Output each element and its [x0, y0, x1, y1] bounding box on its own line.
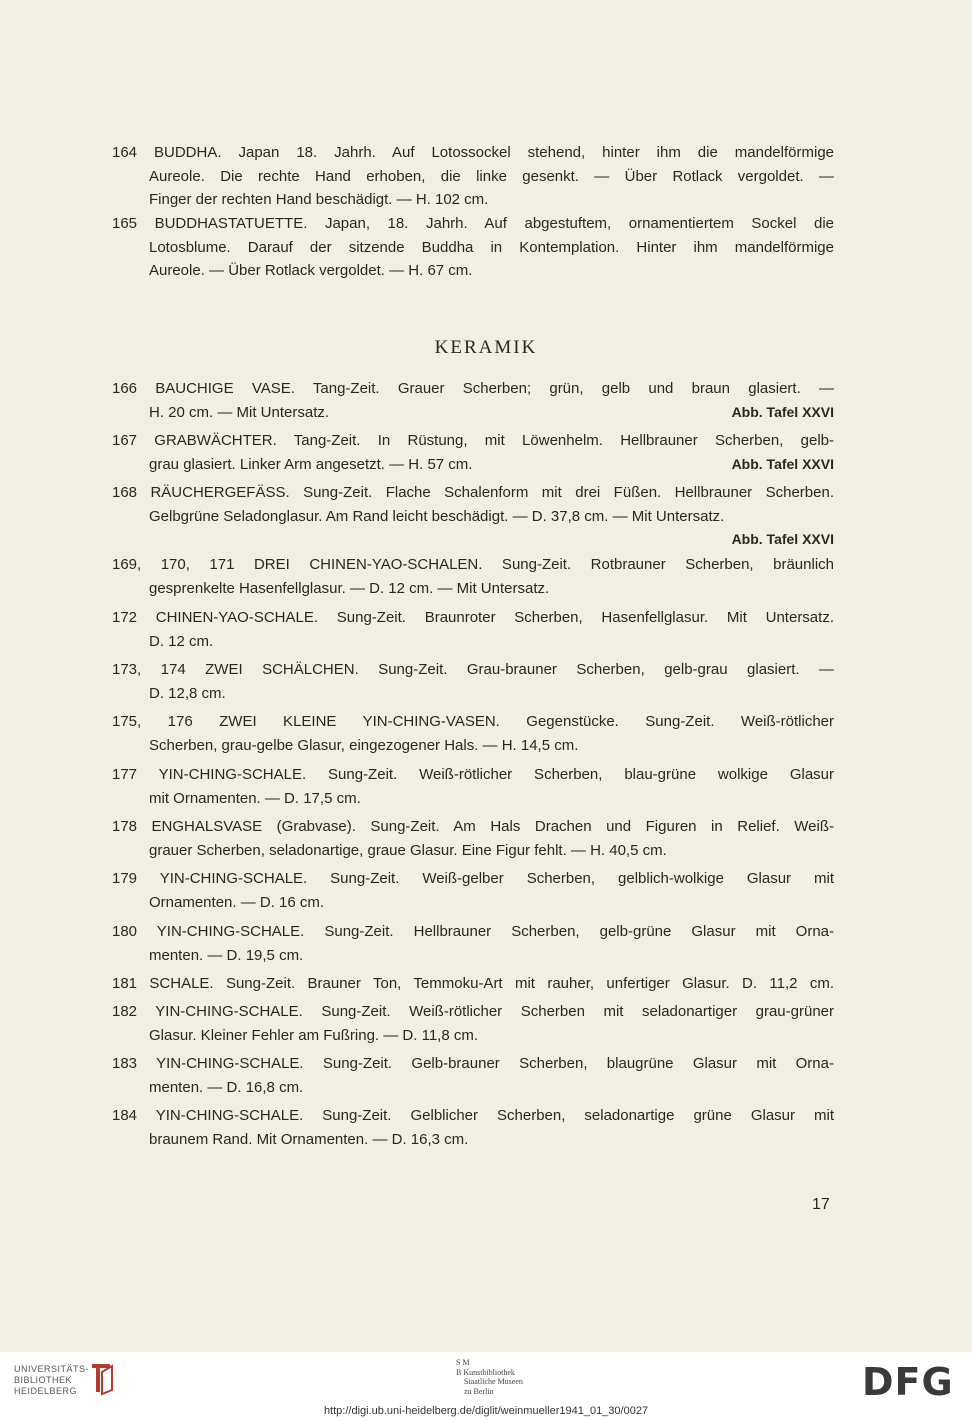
catalog-entry	[112, 710, 834, 757]
entry-first-line: 181 SCHALE. Sung-Zeit. Brauner Ton, Temmoku-Art mit rauher, unfertiger Glasur. D. 11,2 cm.	[112, 975, 834, 992]
footer-bar	[0, 1352, 972, 1421]
entry-line: menten. — D. 16,8 cm.	[149, 1078, 304, 1096]
catalog-entry	[112, 658, 834, 705]
catalog-entry	[112, 815, 834, 862]
entry-line: Aureole. Die rechte Hand erhoben, die linke gesenkt. — Über Rotlack vergoldet. —	[149, 167, 834, 185]
university-logo-icon	[88, 1360, 116, 1396]
entry-first-line: 169, 170, 171 DREI CHINEN-YAO-SCHALEN. Sung-Zeit. Rotbrauner Scherben, bräunlich	[112, 556, 834, 573]
catalog-entry	[112, 1052, 834, 1099]
entry-line: grau glasiert. Linker Arm angesetzt. — H. 57 cm.	[149, 455, 473, 473]
entry-line: braunem Rand. Mit Ornamenten. — D. 16,3 cm.	[149, 1130, 469, 1148]
entry-first-line: 177 YIN-CHING-SCHALE. Sung-Zeit. Weiß-rötlicher Scherben, blau-grüne wolkige Glasur	[112, 766, 834, 783]
entry-line: H. 20 cm. — Mit Untersatz.	[149, 403, 330, 421]
entry-first-line: 178 ENGHALSVASE (Grabvase). Sung-Zeit. Am Hals Drachen und Figuren in Relief. Weiß-	[112, 818, 834, 835]
entry-line: Glasur. Kleiner Fehler am Fußring. — D. 11,8 cm.	[149, 1026, 478, 1044]
entry-line: Ornamenten. — D. 16 cm.	[149, 893, 325, 911]
entry-line: Finger der rechten Hand beschädigt. — H. 102 cm.	[149, 191, 489, 208]
entry-first-line: 173, 174 ZWEI SCHÄLCHEN. Sung-Zeit. Grau-brauner Scherben, gelb-grau glasiert. —	[112, 661, 834, 678]
page-number: 17	[812, 1196, 830, 1213]
catalog-entry	[112, 1000, 834, 1047]
catalog-entry	[112, 481, 834, 552]
entry-line: Aureole. — Über Rotlack vergoldet. — H. 67 cm.	[149, 262, 473, 279]
entry-first-line: 166 BAUCHIGE VASE. Tang-Zeit. Grauer Scherben; grün, gelb und braun glasiert. —	[112, 380, 834, 397]
section-heading: KERAMIK	[434, 337, 538, 358]
entry-first-line: 184 YIN-CHING-SCHALE. Sung-Zeit. Gelblicher Scherben, seladonartige grüne Glasur mit	[112, 1107, 834, 1124]
entry-line: D. 12 cm.	[149, 632, 214, 650]
catalog-entry	[112, 141, 834, 212]
catalog-entry	[112, 212, 834, 283]
entry-first-line: 165 BUDDHASTATUETTE. Japan, 18. Jahrh. Auf abgestuftem, ornamentiertem Sockel die	[112, 215, 834, 232]
sm-kunstbibliothek-logo: S M B Kunstbibliothek Staatliche Museen zu Berlin	[456, 1358, 523, 1396]
source-url[interactable]: http://digi.ub.uni-heidelberg.de/diglit/weinmueller1941_01_30/0027	[323, 1405, 649, 1417]
catalog-entry	[112, 606, 834, 653]
entry-first-line: 175, 176 ZWEI KLEINE YIN-CHING-VASEN. Gegenstücke. Sung-Zeit. Weiß-rötlicher	[112, 713, 834, 730]
entry-first-line: 182 YIN-CHING-SCHALE. Sung-Zeit. Weiß-rötlicher Scherben mit seladonartiger grau-grüner	[112, 1003, 834, 1020]
entry-line: grauer Scherben, seladonartige, graue Glasur. Eine Figur fehlt. — H. 40,5 cm.	[149, 841, 667, 859]
entry-line: Lotosblume. Darauf der sitzende Buddha in Kontemplation. Hinter ihm mandelförmige	[149, 238, 834, 256]
entry-line: Gelbgrüne Seladonglasur. Am Rand leicht beschädigt. — D. 37,8 cm. — Mit Untersatz.	[149, 507, 725, 525]
catalog-entry	[112, 553, 834, 600]
catalog-entry	[112, 429, 834, 476]
entry-first-line: 179 YIN-CHING-SCHALE. Sung-Zeit. Weiß-gelber Scherben, gelblich-wolkige Glasur mit	[112, 870, 834, 887]
catalog-entry	[112, 972, 834, 996]
illustration-reference: Abb. Tafel XXVI	[731, 455, 834, 472]
entry-line: D. 12,8 cm.	[149, 684, 226, 702]
entry-first-line: 172 CHINEN-YAO-SCHALE. Sung-Zeit. Braunroter Scherben, Hasenfellglasur. Mit Untersatz.	[112, 609, 834, 626]
catalog-entry	[112, 920, 834, 967]
entry-line: Scherben, grau-gelbe Glasur, eingezogener Hals. — H. 14,5 cm.	[149, 736, 579, 754]
entry-first-line: 168 RÄUCHERGEFÄSS. Sung-Zeit. Flache Schalenform mit drei Füßen. Hellbrauner Scherben.	[112, 484, 834, 501]
catalog-entry	[112, 763, 834, 810]
entry-line: menten. — D. 19,5 cm.	[149, 946, 304, 964]
catalog-entry	[112, 1104, 834, 1151]
entry-first-line: 167 GRABWÄCHTER. Tang-Zeit. In Rüstung, mit Löwenhelm. Hellbrauner Scherben, gelb-	[112, 432, 834, 449]
entry-first-line: 183 YIN-CHING-SCHALE. Sung-Zeit. Gelb-brauner Scherben, blaugrüne Glasur mit Orna-	[112, 1055, 834, 1072]
illustration-reference: Abb. Tafel XXVI	[731, 403, 834, 420]
university-library-logo-text: UNIVERSITÄTS- BIBLIOTHEK HEIDELBERG	[14, 1364, 90, 1396]
entry-first-line: 164 BUDDHA. Japan 18. Jahrh. Auf Lotossockel stehend, hinter ihm die mandelförmige	[112, 144, 834, 161]
illustration-reference: Abb. Tafel XXVI	[731, 531, 834, 547]
entry-line: gesprenkelte Hasenfellglasur. — D. 12 cm. — Mit Untersatz.	[149, 579, 550, 597]
entry-line: mit Ornamenten. — D. 17,5 cm.	[149, 789, 361, 807]
dfg-logo: DFG	[862, 1360, 954, 1404]
catalog-entry	[112, 867, 834, 914]
entry-first-line: 180 YIN-CHING-SCHALE. Sung-Zeit. Hellbrauner Scherben, gelb-grüne Glasur mit Orna-	[112, 923, 834, 940]
catalog-entry	[112, 377, 834, 424]
